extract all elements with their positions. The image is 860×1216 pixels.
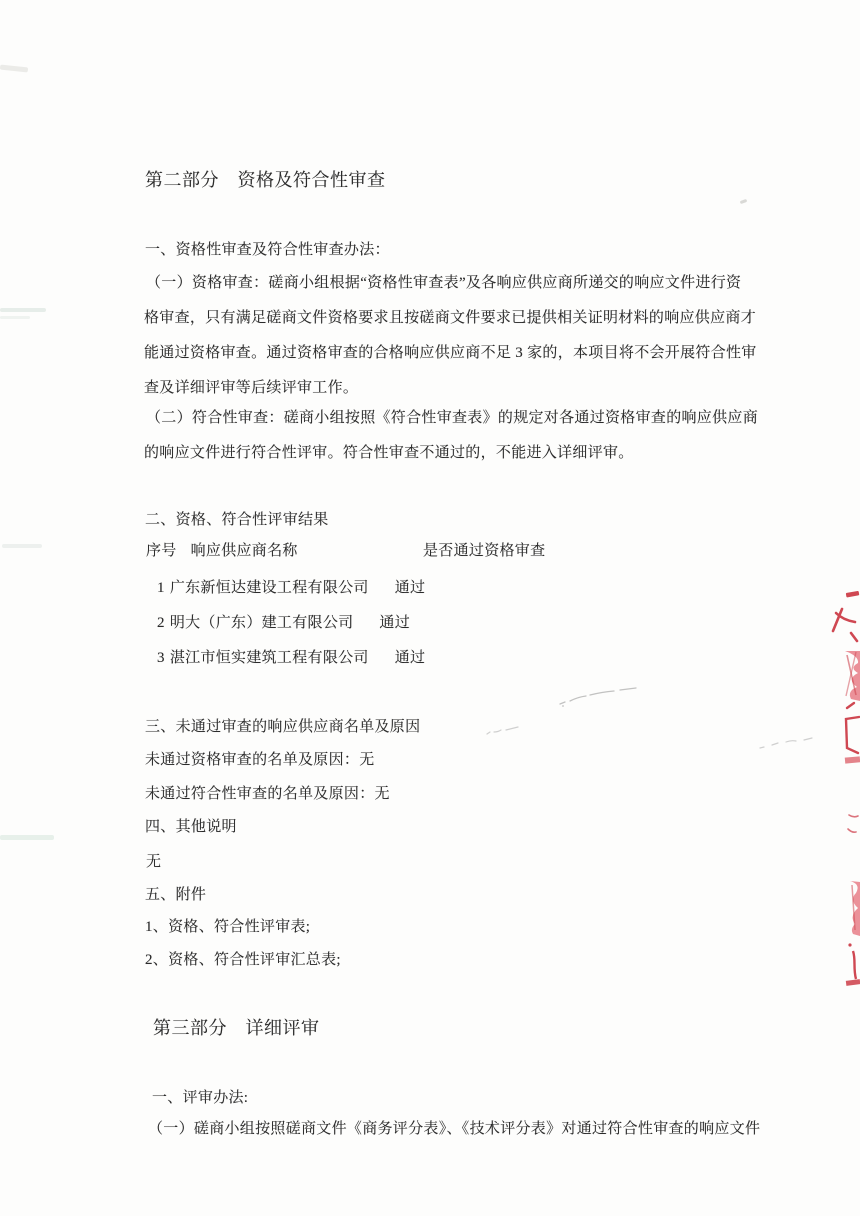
red-vertical-stroke [846, 943, 860, 985]
row-supplier-name: 广东新恒达建设工程有限公司 [169, 580, 369, 596]
row-pass-status: 通过 [379, 615, 411, 631]
row-no: 1 [157, 580, 165, 596]
row-no: 3 [157, 650, 165, 666]
table-header-row [146, 541, 546, 561]
para1-line: 能通过资格审查。通过资格审查的合格响应供应商不足 3 家的，本项目将不会开展符合性审 [144, 345, 757, 361]
row-pass-status: 通过 [394, 580, 426, 596]
red-ink-blob [845, 651, 860, 701]
red-small-marks [848, 815, 858, 832]
scan-smudge [0, 308, 46, 312]
part3-section1-line: （一）磋商小组按照磋商文件《商务评分表》、《技术评分表》对通过符合性审查的响应文件 [148, 1121, 761, 1137]
part3-heading: 第三部分 详细评审 [153, 1018, 320, 1038]
attachment-item: 2、资格、符合性评审汇总表; [145, 952, 341, 968]
col-header-pass: 是否通过资格审查 [423, 543, 546, 559]
scan-smudge [0, 316, 30, 319]
scan-speck [740, 199, 748, 204]
para1-line: 格审查，只有满足磋商文件资格要求且按磋商文件要求已提供相关证明材料的响应供应商才 [144, 310, 757, 326]
para1-line: （一）资格审查：磋商小组根据“资格性审查表”及各响应供应商所递交的响应文件进行资 [146, 275, 742, 291]
section4-body: 无 [146, 854, 162, 870]
red-bracket-mark [845, 703, 860, 764]
table-row [157, 578, 425, 598]
row-supplier-name: 明大（广东）建工有限公司 [169, 615, 354, 631]
section3-line: 未通过资格审查的名单及原因：无 [145, 752, 375, 768]
col-header-no: 序号 [146, 543, 177, 559]
scan-smudge [0, 65, 28, 73]
col-header-name: 响应供应商名称 [190, 543, 298, 559]
section3-line: 未通过符合性审查的名单及原因：无 [145, 786, 390, 802]
para1-line: 查及详细评审等后续评审工作。 [144, 380, 359, 396]
row-supplier-name: 湛江市恒实建筑工程有限公司 [169, 650, 369, 666]
red-ink-marks [780, 560, 860, 1000]
section5-heading: 五、附件 [145, 887, 207, 903]
part3-section1-heading: 一、评审办法: [152, 1090, 249, 1106]
row-pass-status: 通过 [394, 650, 426, 666]
section2-heading: 二、资格、符合性评审结果 [145, 512, 329, 528]
part2-heading: 第二部分 资格及符合性审查 [145, 170, 386, 190]
row-no: 2 [157, 615, 165, 631]
section4-heading: 四、其他说明 [145, 819, 237, 835]
scan-smudge [2, 544, 42, 548]
scan-smudge [0, 835, 54, 840]
para2-line: （二）符合性审查：磋商小组按照《符合性审查表》的规定对各通过资格审查的响应供应商 [146, 410, 759, 426]
para2-line: 的响应文件进行符合性评审。符合性审查不通过的，不能进入详细评审。 [144, 445, 634, 461]
pencil-scribble [440, 655, 820, 765]
red-handwriting-strokes [833, 591, 859, 641]
section1-heading: 一、资格性审查及符合性审查办法： [145, 242, 390, 258]
attachment-item: 1、资格、符合性评审表; [145, 919, 311, 935]
table-row [157, 613, 410, 633]
section3-heading: 三、未通过审查的响应供应商名单及原因 [145, 719, 421, 735]
table-row [157, 648, 425, 668]
red-ink-blob [850, 881, 860, 936]
